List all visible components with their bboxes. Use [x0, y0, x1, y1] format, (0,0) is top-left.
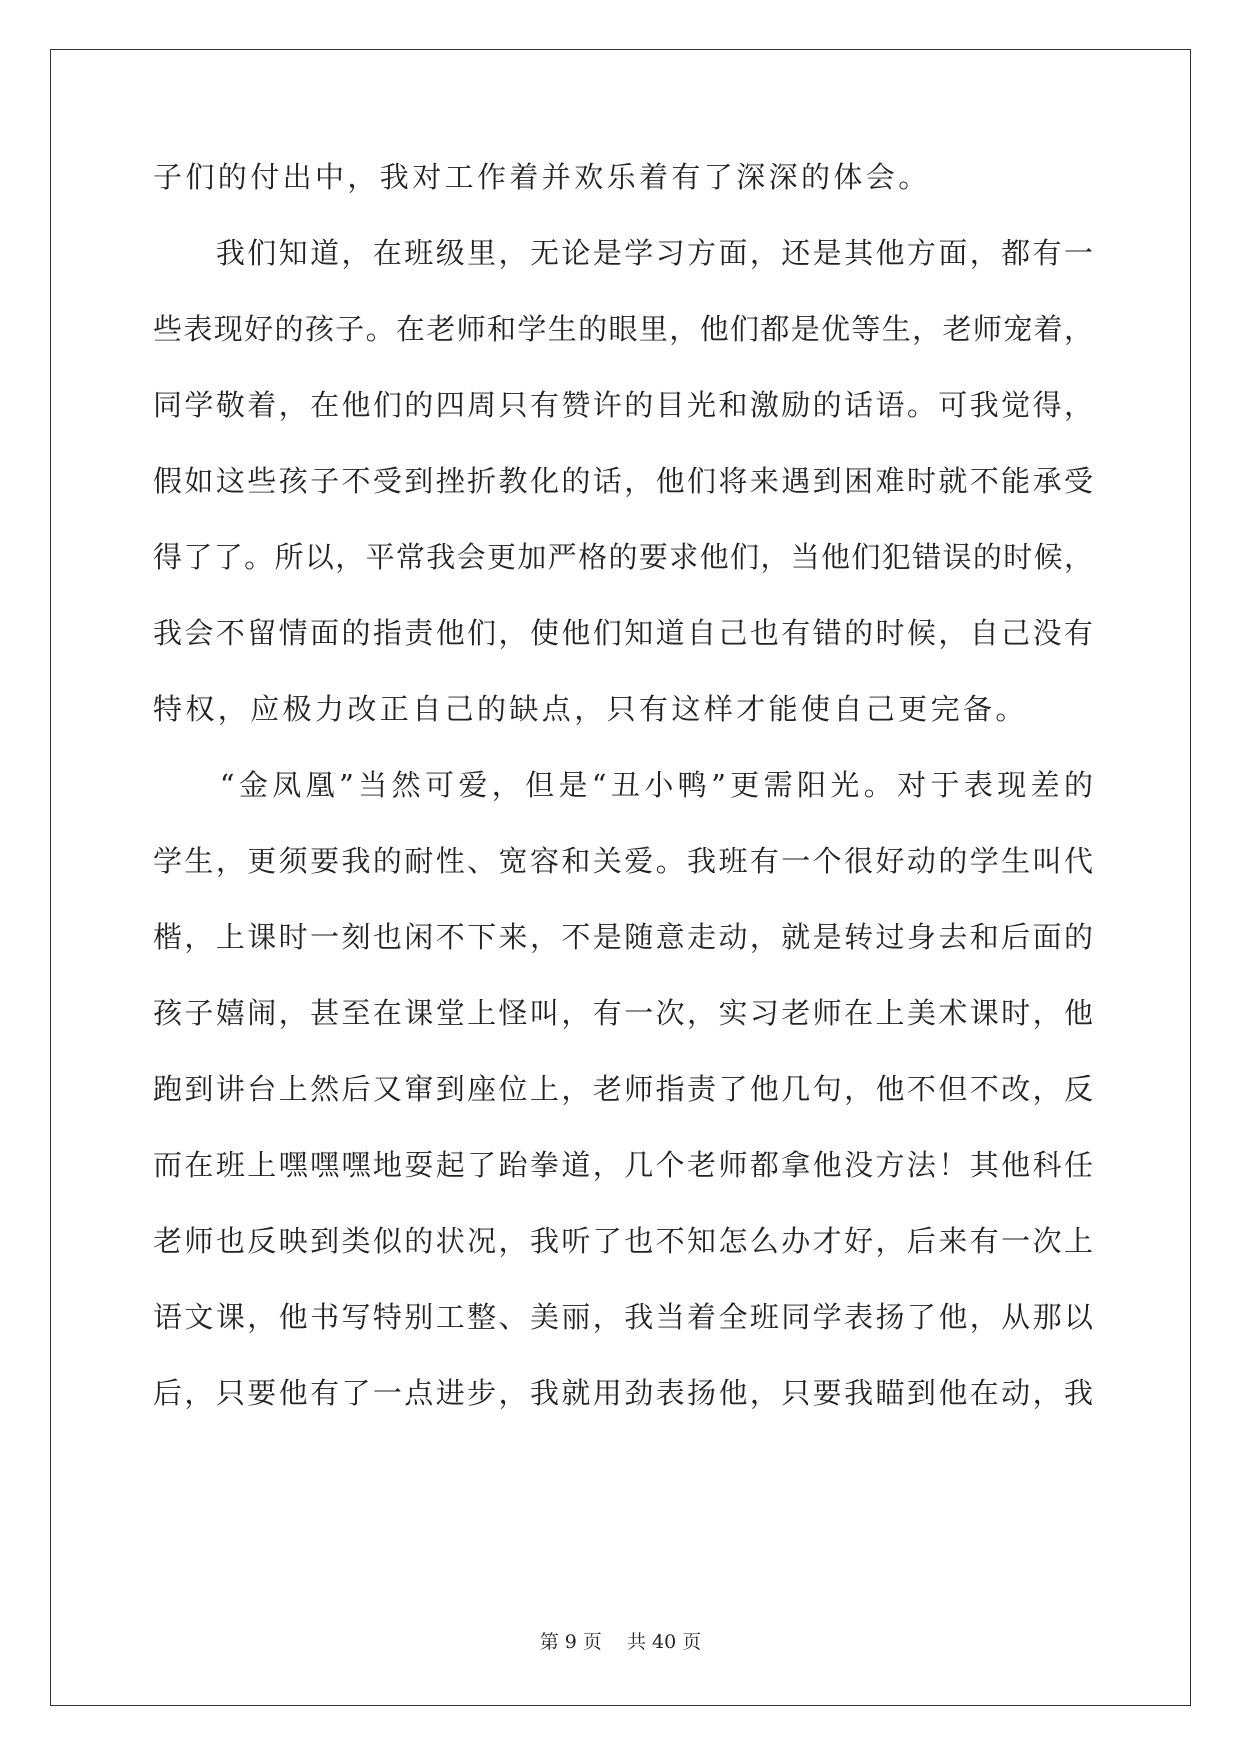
text-line: 跑到讲台上然后又窜到座位上，老师指责了他几句，他不但不改，反	[153, 1072, 1093, 1106]
page-number-footer	[0, 1630, 1241, 1654]
text-line: 孩子嬉闹，甚至在课堂上怪叫，有一次，实习老师在上美术课时，他	[153, 996, 1093, 1030]
text-line: 些表现好的孩子。在老师和学生的眼里，他们都是优等生，老师宠着，	[153, 312, 1093, 346]
text-line: 同学敬着，在他们的四周只有赞许的目光和激励的话语。可我觉得，	[153, 388, 1093, 422]
text-line: 老师也反映到类似的状况，我听了也不知怎么办才好，后来有一次上	[153, 1224, 1093, 1258]
text-line: 而在班上嘿嘿嘿地耍起了跆拳道，几个老师都拿他没方法！其他科任	[153, 1148, 1093, 1182]
text-line: 楷，上课时一刻也闲不下来，不是随意走动，就是转过身去和后面的	[153, 920, 1093, 954]
text-line: 特权，应极力改正自己的缺点，只有这样才能使自己更完备。	[153, 692, 1028, 726]
text-line: 后，只要他有了一点进步，我就用劲表扬他，只要我瞄到他在动，我	[153, 1376, 1093, 1410]
text-line: 学生，更须要我的耐性、宽容和关爱。我班有一个很好动的学生叫代	[153, 844, 1093, 878]
text-line: 我们知道，在班级里，无论是学习方面，还是其他方面，都有一	[153, 236, 1093, 270]
text-line: 假如这些孩子不受到挫折教化的话，他们将来遇到困难时就不能承受	[153, 464, 1093, 498]
text-line: 得了了。所以，平常我会更加严格的要求他们，当他们犯错误的时候，	[153, 540, 1093, 574]
text-line: 语文课，他书写特别工整、美丽，我当着全班同学表扬了他，从那以	[153, 1300, 1093, 1334]
text-line: 子们的付出中，我对工作着并欢乐着有了深深的体会。	[153, 160, 931, 194]
text-line: 我会不留情面的指责他们，使他们知道自己也有错的时候，自己没有	[153, 616, 1093, 650]
page-number-label: 第 9 页 共 40 页	[539, 1631, 702, 1653]
text-line: “金凤凰”当然可爱，但是“丑小鸭”更需阳光。对于表现差的	[153, 768, 1093, 802]
